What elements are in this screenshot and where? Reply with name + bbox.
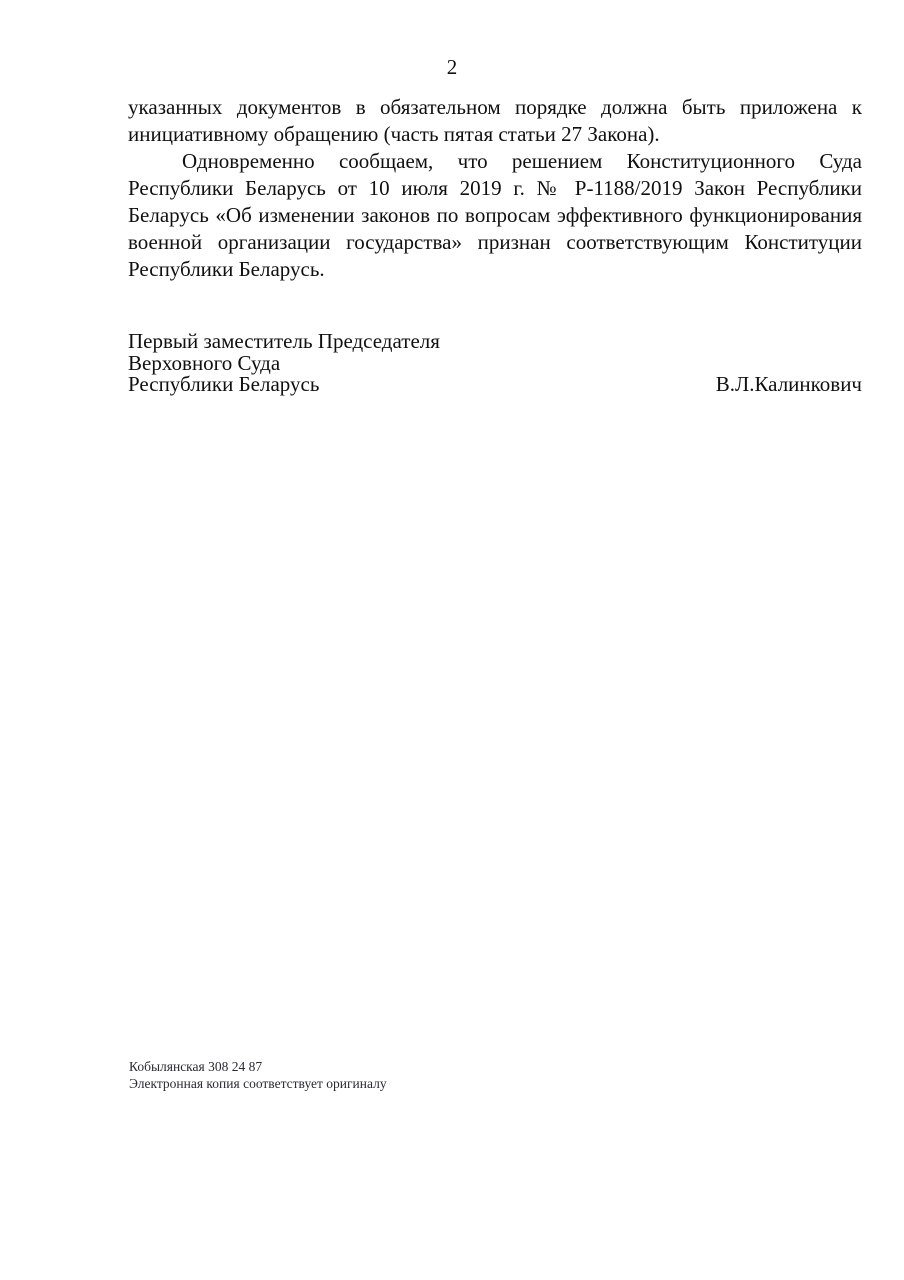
footer-notes: [129, 1058, 729, 1092]
signatory-title-line-1: Первый заместитель Председателя: [128, 329, 440, 353]
page-number: 2: [446, 55, 458, 79]
paragraph-decision: Одновременно сообщаем, что решением Конституционного Суда Республики Беларусь от 10 июля 2019 г. № Р-1188/2019 Закон Республики Беларусь «Об изменении законов по вопросам эффективного функционирования военной организации государства» признан соответствующим Конституции Республики Беларусь.: [128, 149, 862, 281]
document-body: [128, 94, 862, 283]
signature-block: [128, 331, 862, 396]
signatory-title-line-3: Республики Беларусь: [128, 372, 320, 396]
signatory-title-line-2: Верховного Суда: [128, 350, 281, 375]
footer-copy-note: Электронная копия соответствует оригиналу: [129, 1076, 387, 1091]
signature-row: [128, 374, 862, 396]
signatory-name: В.Л.Калинкович: [715, 372, 862, 396]
paragraph-continuation: указанных документов в обязательном порядке должна быть приложена к инициативному обращению (часть пятая статьи 27 Закона).: [128, 95, 862, 146]
footer-contact-line: Кобылянская 308 24 87: [129, 1059, 263, 1074]
